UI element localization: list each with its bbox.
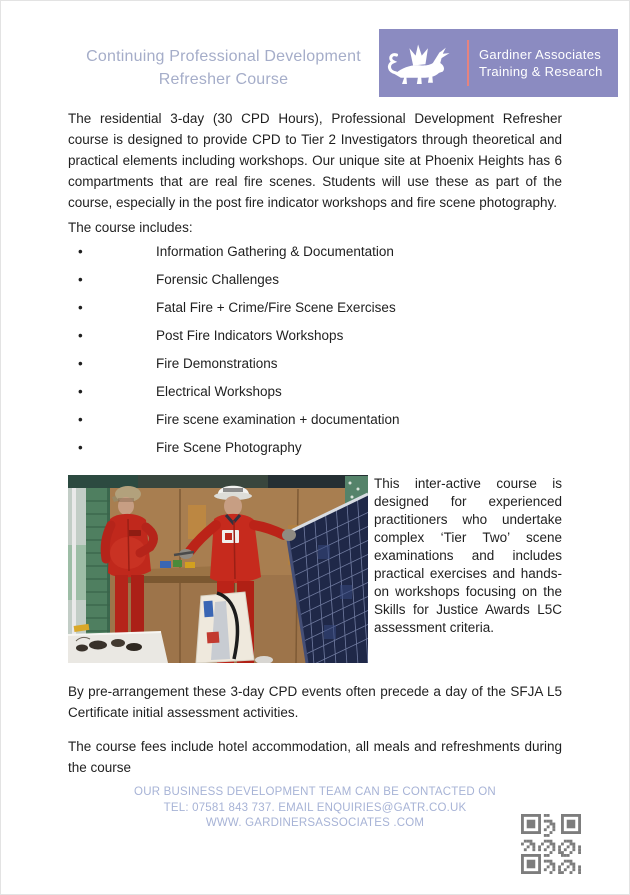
list-item: [68, 406, 562, 434]
logo-text: [469, 46, 603, 80]
closing-paragraph-2: The course fees include hotel accommodation, all meals and refreshments during the course: [68, 739, 562, 775]
photo-and-caption: [68, 475, 562, 663]
list-item: [68, 378, 562, 406]
list-item-label: • Fire Demonstrations: [156, 356, 278, 371]
footer-contact-line: OUR BUSINESS DEVELOPMENT TEAM CAN BE CONTACTED ON: [134, 786, 496, 798]
course-includes-list: [68, 238, 562, 462]
list-item: [68, 266, 562, 294]
list-item-label: • Fire Scene Photography: [156, 440, 302, 455]
photo-side-paragraph: This inter-active course is designed for experienced practitioners who undertake complex ‘Tier Two’ scene examinations and includes practical exercises and hands-on workshops focusing on the Skills for Justice Awards L5C assessment criteria.: [374, 476, 562, 635]
logo-name-line1: Gardiner Associates: [479, 47, 602, 62]
list-item-label: • Fatal Fire + Crime/Fire Scene Exercises: [156, 300, 396, 315]
qr-finder-top-right: [561, 814, 581, 834]
qr-finder-top-left: [521, 814, 541, 834]
footer: [68, 785, 562, 832]
course-includes-heading: The course includes:: [68, 220, 193, 235]
list-item-label: • Information Gathering & Documentation: [156, 244, 394, 259]
footer-tel-email-line: TEL: 07581 843 737. EMAIL ENQUIRIES@GATR.CO.UK: [163, 801, 467, 814]
qr-finder-bottom-left: [521, 854, 541, 874]
logo: [379, 29, 618, 97]
footer-website-line: WWW. GARDINERSASSOCIATES .COM: [205, 817, 425, 829]
content: [1, 108, 629, 832]
closing-paragraph-1: By pre-arrangement these 3-day CPD events often precede a day of the SFJA L5 Certificate initial assessment activities.: [68, 684, 562, 720]
list-item-label: • Forensic Challenges: [156, 272, 280, 287]
page-title: [68, 45, 379, 91]
course-photo: [68, 475, 368, 663]
intro-paragraph: The residential 3-day (30 CPD Hours), Professional Development Refresher course is designed to provide CPD to Tier 2 Investigators through theoretical and practical elements including workshops. Our unique site at Phoenix Heights has 6 compartments that are real fire scenes. Students will use these as part of the course, especially in the post fire indicator workshops and fire scene photography.: [68, 111, 562, 210]
list-item: [68, 350, 562, 378]
page-title-line1: Continuing Professional Development: [86, 48, 361, 65]
page-title-line2: Refresher Course: [158, 71, 289, 88]
list-item: [68, 322, 562, 350]
list-item: [68, 434, 562, 462]
list-item-label: • Fire scene examination + documentation: [156, 412, 400, 427]
welsh-dragon-icon: [379, 39, 467, 87]
list-item-label: • Electrical Workshops: [156, 384, 282, 399]
list-item: [68, 294, 562, 322]
list-item: [68, 238, 562, 266]
logo-name-line2: Training & Research: [479, 64, 603, 79]
list-item-label: • Post Fire Indicators Workshops: [156, 328, 344, 343]
header: [1, 1, 629, 97]
qr-code: [521, 814, 581, 874]
